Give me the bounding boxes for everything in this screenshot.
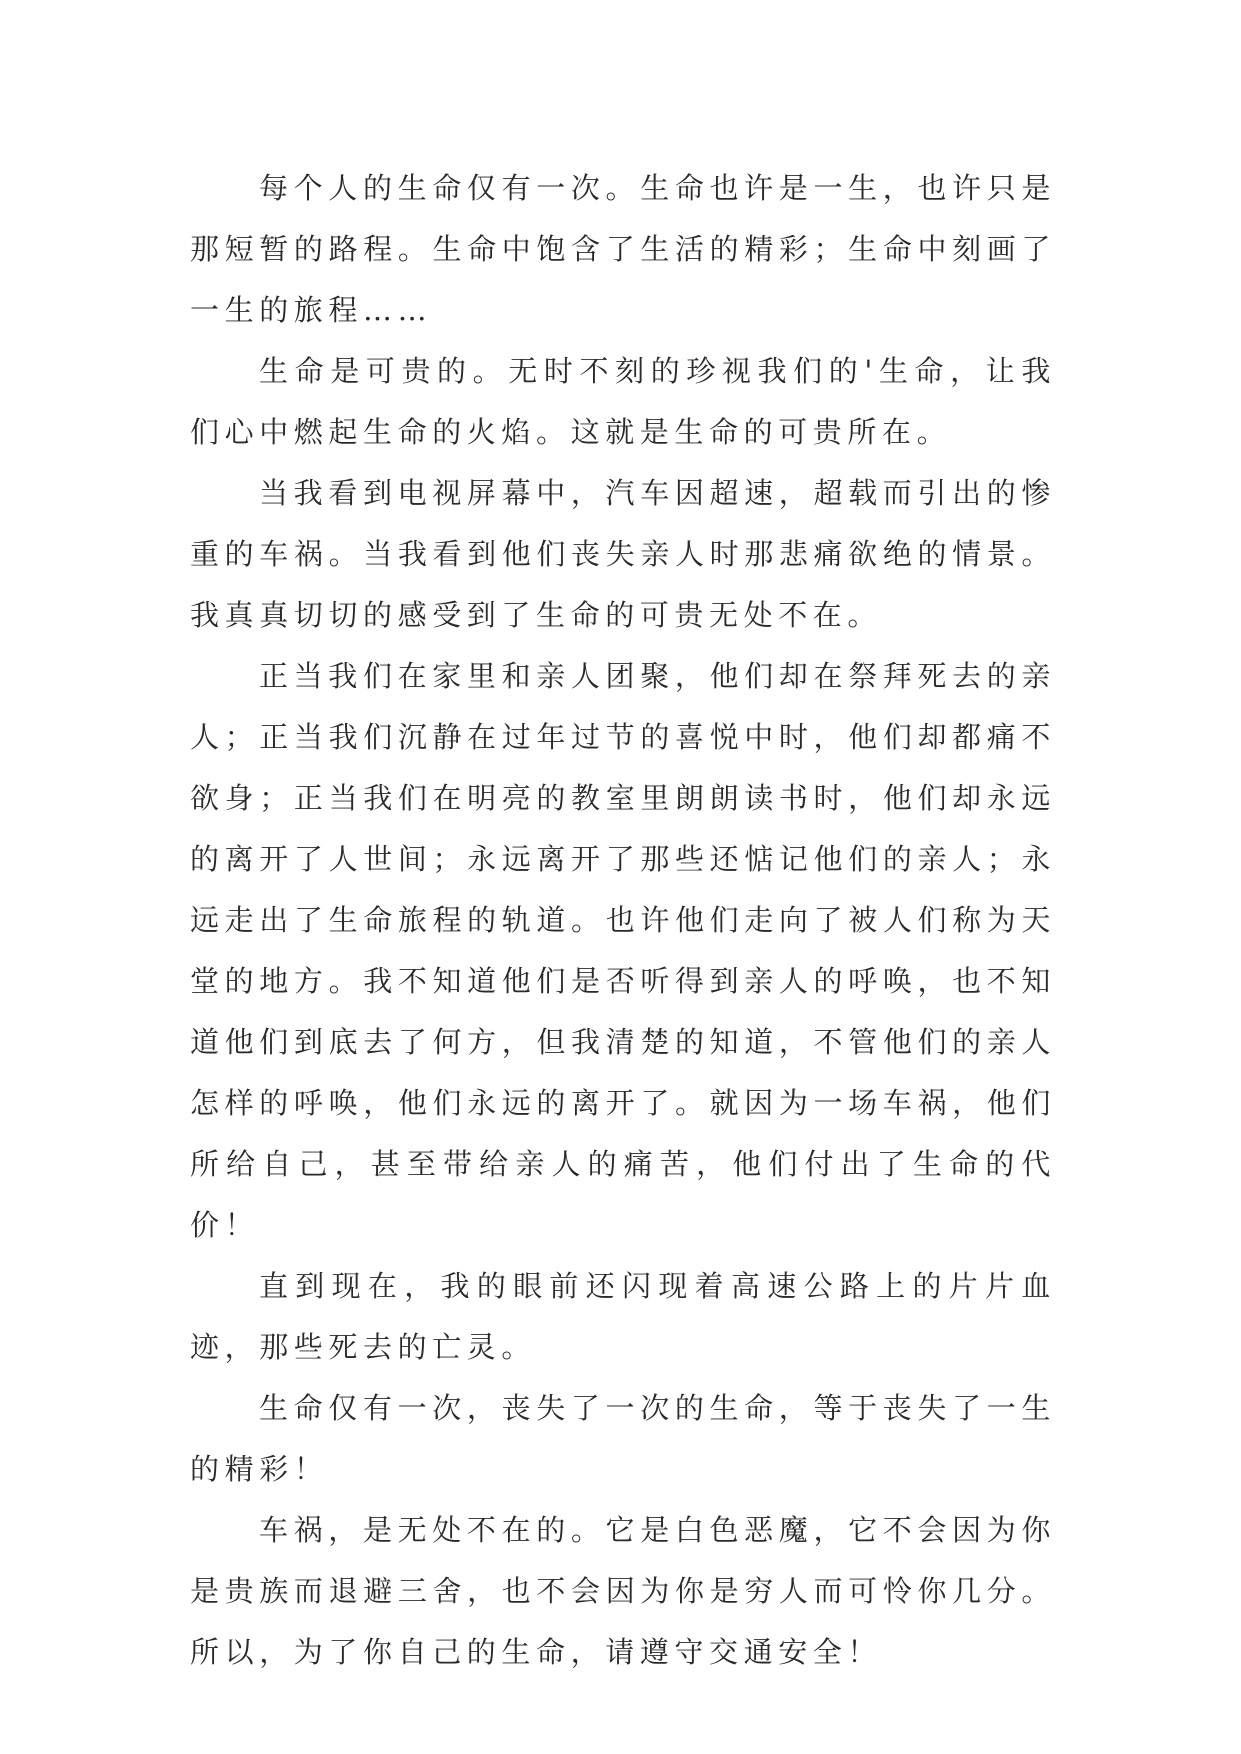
paragraph-7: 车祸，是无处不在的。它是白色恶魔，它不会因为你是贵族而退避三舍，也不会因为你是穷人而可怜你几分。所以，为了你自己的生命，请遵守交通安全！ <box>190 1513 1056 1669</box>
paragraph-1: 每个人的生命仅有一次。生命也许是一生，也许只是那短暂的路程。生命中饱含了生活的精彩；生命中刻画了一生的旅程…… <box>190 171 1056 327</box>
paragraph-5: 直到现在，我的眼前还闪现着高速公路上的片片血迹，那些死去的亡灵。 <box>190 1269 1056 1364</box>
paragraph-6: 生命仅有一次，丧失了一次的生命，等于丧失了一生的精彩！ <box>190 1391 1056 1486</box>
paragraph-4: 正当我们在家里和亲人团聚，他们却在祭拜死去的亲人；正当我们沉静在过年过节的喜悦中时，他们却都痛不欲身；正当我们在明亮的教室里朗朗读书时，他们却永远的离开了人世间；永远离开了那些还惦记他们的亲人；永远走出了生命旅程的轨道。也许他们走向了被人们称为天堂的地方。我不知道他们是否听得到亲人的呼唤，也不知道他们到底去了何方，但我清楚的知道，不管他们的亲人怎样的呼唤，他们永远的离开了。就因为一场车祸，他们所给自己，甚至带给亲人的痛苦，他们付出了生命的代价！ <box>190 659 1056 1242</box>
essay-body <box>190 158 1056 1683</box>
paragraph-3: 当我看到电视屏幕中，汽车因超速，超载而引出的惨重的车祸。当我看到他们丧失亲人时那悲痛欲绝的情景。我真真切切的感受到了生命的可贵无处不在。 <box>190 476 1056 632</box>
paragraph-2: 生命是可贵的。无时不刻的珍视我们的'生命，让我们心中燃起生命的火焰。这就是生命的可贵所在。 <box>190 354 1056 449</box>
